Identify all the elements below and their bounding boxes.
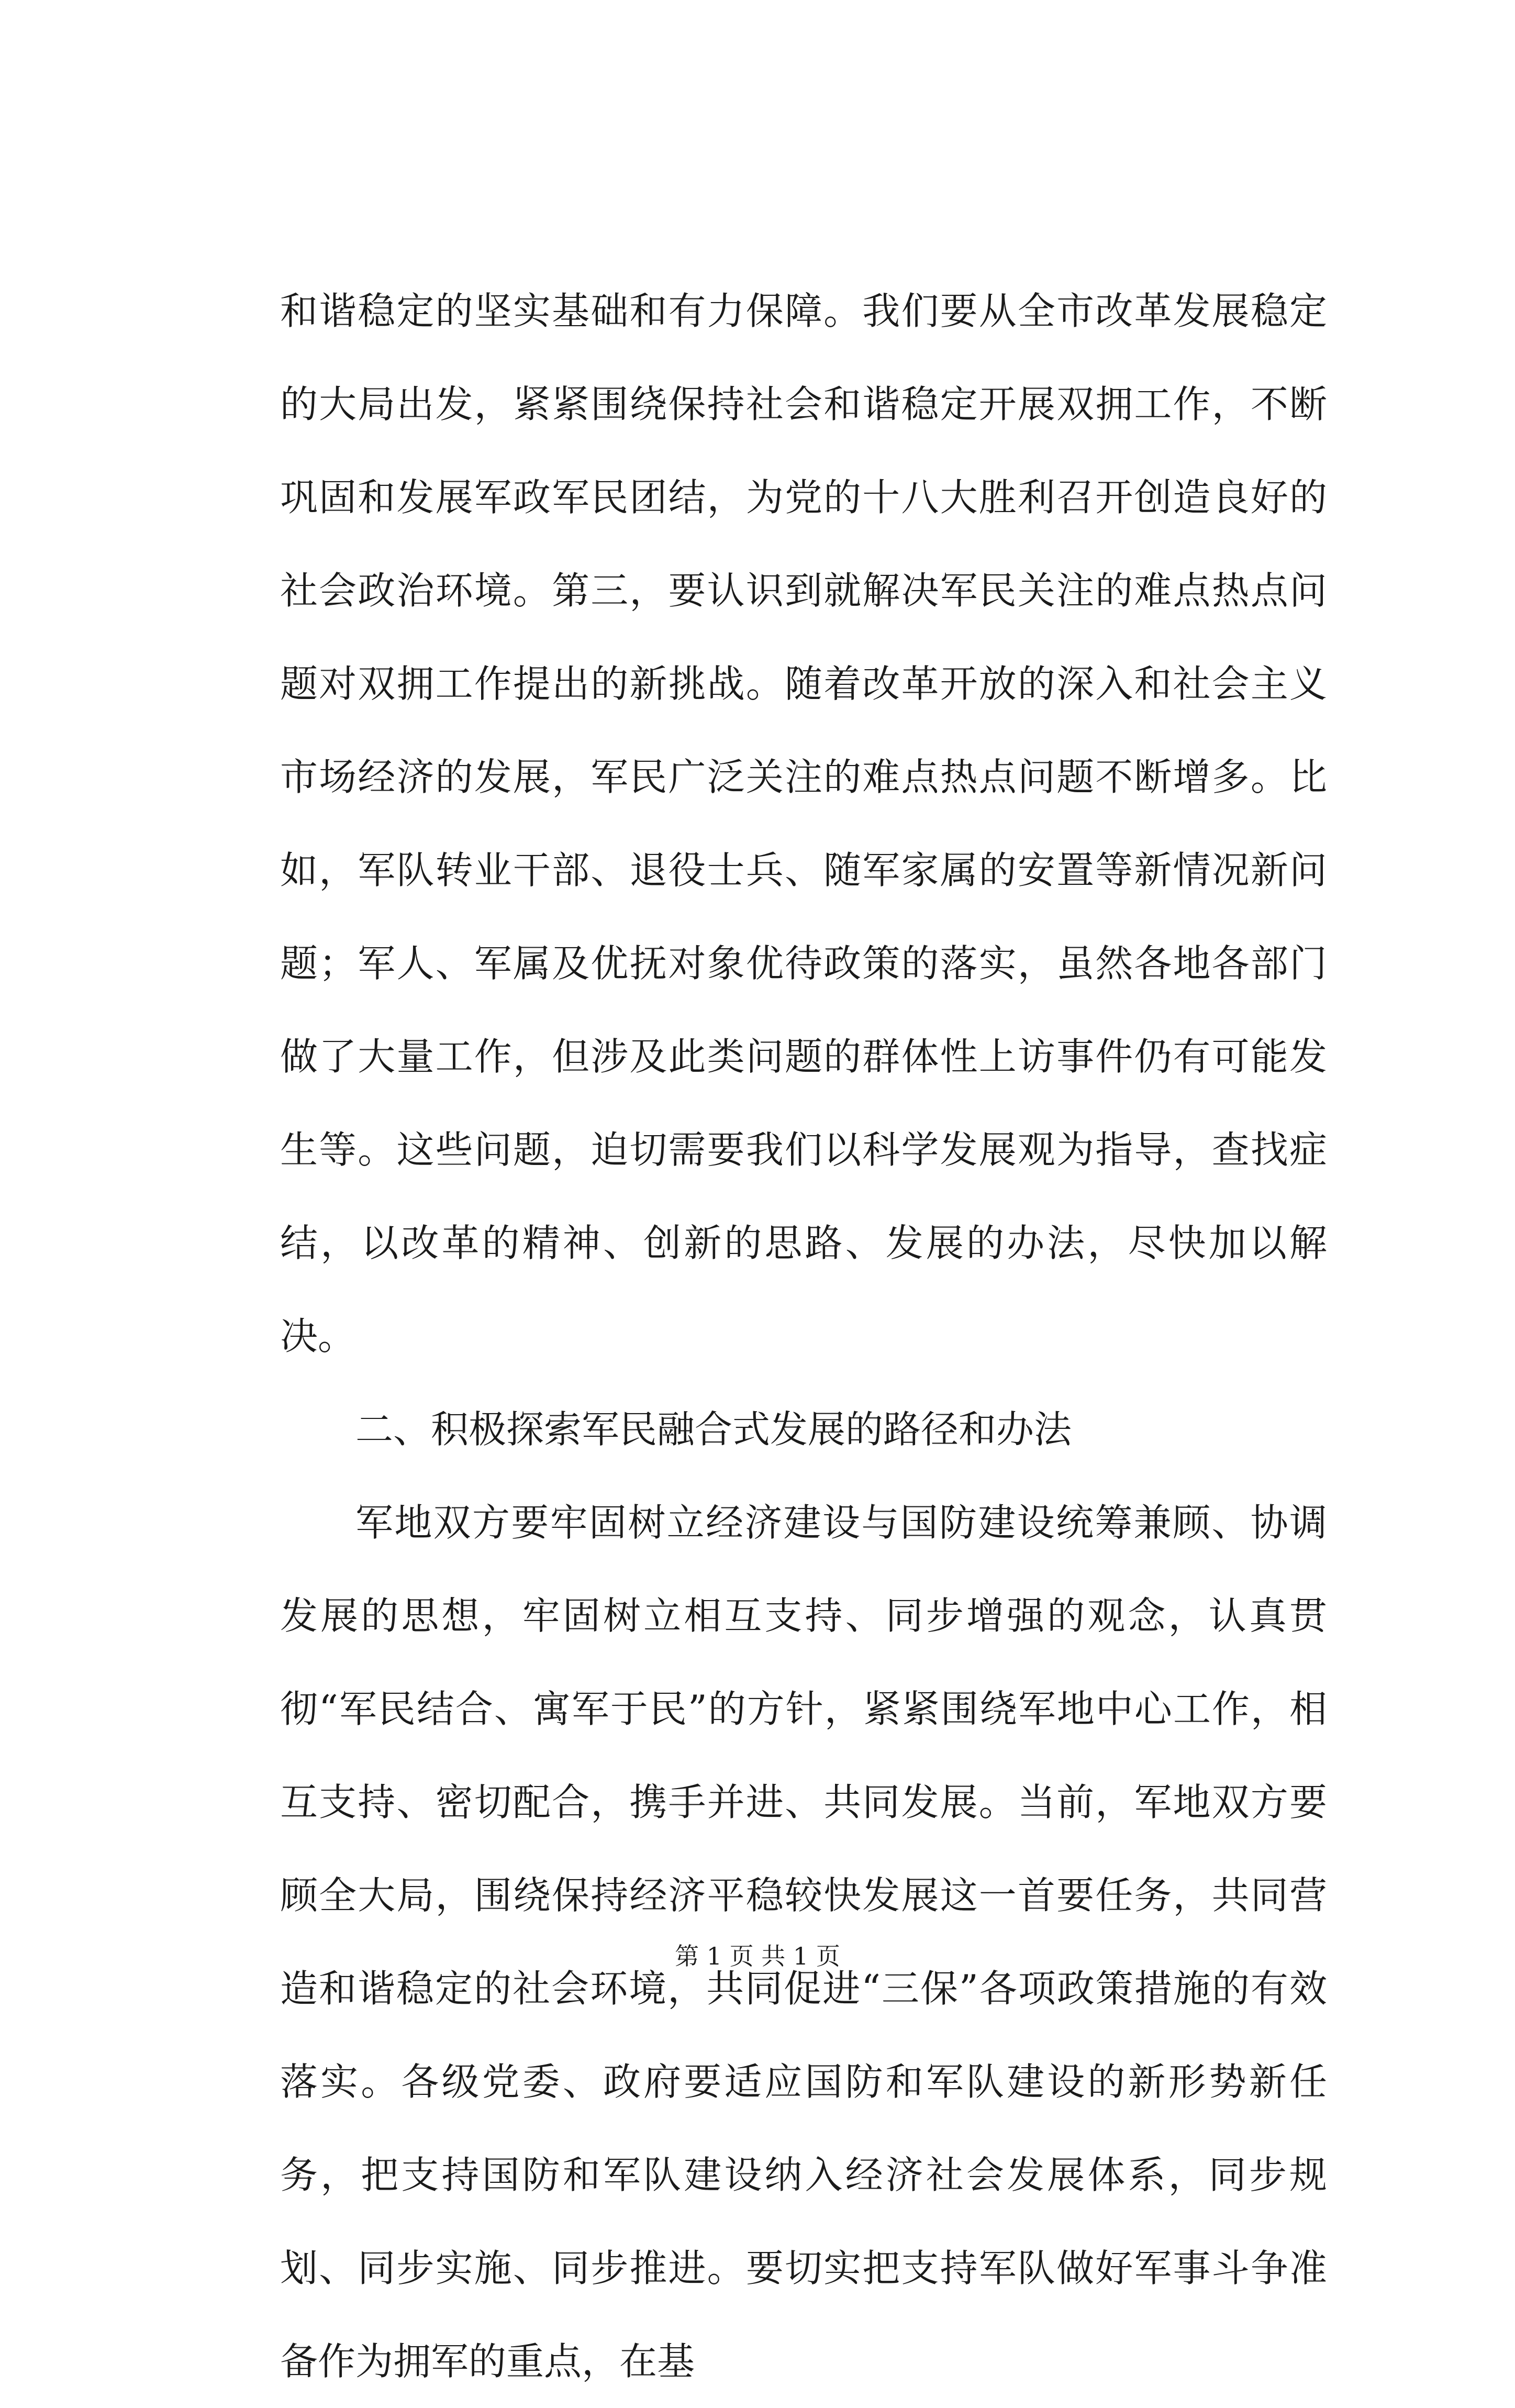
document-body (280, 264, 1327, 2408)
page-number-footer: 第 1 页 共 1 页 (675, 1942, 840, 1970)
section-heading: 二、积极探索军民融合式发展的路径和办法 (355, 1407, 1072, 1451)
paragraph-1: 和谐稳定的坚实基础和有力保障。我们要从全市改革发展稳定的大局出发，紧紧围绕保持社会和谐稳定开展双拥工作，不断巩固和发展军政军民团结，为党的十八大胜利召开创造良好的社会政治环境。第三，要认识到就解决军民关注的难点热点问题对双拥工作提出的新挑战。随着改革开放的深入和社会主义市场经济的发展，军民广泛关注的难点热点问题不断增多。比如，军队转业干部、退役士兵、随军家属的安置等新情况新问题；军人、军属及优抚对象优待政策的落实，虽然各地各部门做了大量工作，但涉及此类问题的群体性上访事件仍有可能发生等。这些问题，迫切需要我们以科学发展观为指导，查找症结，以改革的精神、创新的思路、发展的办法，尽快加以解决。 (280, 289, 1327, 1358)
paragraph-2: 军地双方要牢固树立经济建设与国防建设统筹兼顾、协调发展的思想，牢固树立相互支持、同步增强的观念，认真贯彻“军民结合、寓军于民”的方针，紧紧围绕军地中心工作，相互支持、密切配合，携手并进、共同发展。当前，军地双方要顾全大局，围绕保持经济平稳较快发展这一首要任务，共同营造和谐稳定的社会环境，共同促进“三保”各项政策措施的有效落实。各级党委、政府要适应国防和军队建设的新形势新任务，把支持国防和军队建设纳入经济社会发展体系，同步规划、同步实施、同步推进。要切实把支持军队做好军事斗争准备作为拥军的重点，在基 (280, 1501, 1327, 2383)
